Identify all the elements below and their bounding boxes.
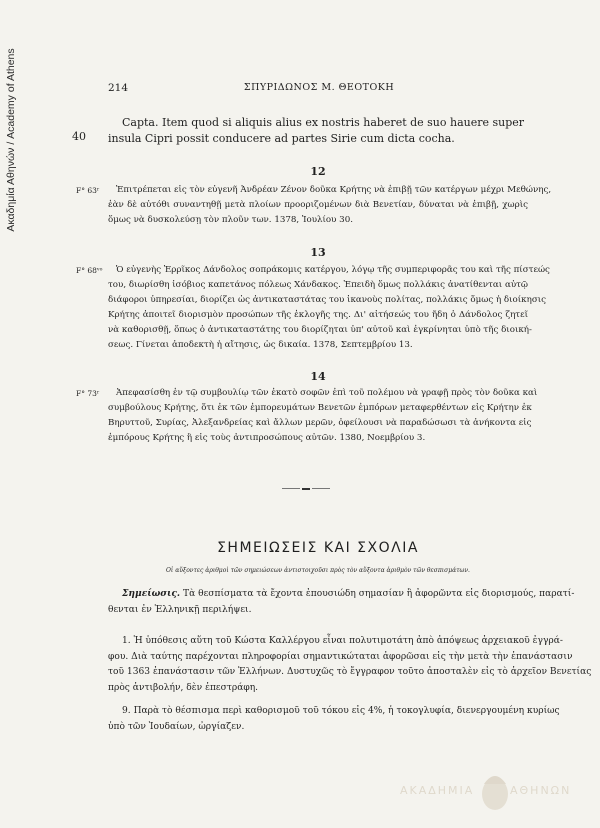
divider-dots bbox=[302, 488, 310, 490]
academy-logo-watermark bbox=[400, 770, 580, 820]
running-header bbox=[108, 82, 530, 96]
note-9-line-1: 9. Παρὰ τὸ θέσπισμα περὶ καθορισμοῦ τοῦ τόκου εἰς 4%, ἡ τοκογλυφία, διενεργουμένη κυρίως bbox=[122, 706, 560, 716]
logo-text-left: ΑΚΑΔΗΜΙΑ bbox=[400, 784, 475, 797]
entry-12 bbox=[108, 183, 552, 228]
entry-14-line-1: Ἀπεφασίσθη ἐν τῷ συμβουλίῳ τῶν ἑκατὸ σοφῶν ἐπὶ τοῦ πολέμου νὰ γραφῇ πρὸς τὸν δοῦκα καὶ bbox=[116, 388, 538, 398]
line-number: 40 bbox=[72, 130, 86, 143]
entry-12-line-1: Ἐπιτρέπεται εἰς τὸν εὐγενῆ Ἀνδρέαν Ζένον δοῦκα Κρήτης νὰ ἐπιβῇ τῶν κατέργων μέχρι Μεθώνης, bbox=[116, 185, 552, 195]
note-1-line-1: 1. Ἡ ὑπόθεσις αὕτη τοῦ Κώστα Καλλέργου εἶναι πολυτιμοτάτη ἀπὸ ἀπόψεως ἀρχειακοῦ ἐγγρά- bbox=[122, 636, 563, 646]
latin-line-2: insula Cipri possit conducere ad partes Sirie cum dicta cocha. bbox=[108, 132, 455, 145]
side-watermark-text: Ακαδημία Αθηνών / Academy of Athens bbox=[5, 48, 17, 232]
notes-intro-line-2: θενται ἐν Ἑλληνικῇ περιλήψει. bbox=[108, 604, 252, 615]
entry-number-14: 14 bbox=[310, 370, 326, 383]
latin-text-block bbox=[108, 115, 528, 147]
notes-title: ΣΗΜΕΙΩΣΕΙΣ ΚΑΙ ΣΧΟΛΙΑ bbox=[217, 540, 419, 556]
page-number: 214 bbox=[108, 82, 129, 94]
entry-14-line-3: Βηρυττοῦ, Συρίας, Ἀλεξανδρείας καὶ ἄλλων μερῶν, ὀφείλουσι νὰ παραδώσωσι τὰ ἀνήκοντα εἰς bbox=[108, 418, 532, 428]
note-1-line-4: πρὸς ἀντιβολήν, δὲν ἐπεστράφη. bbox=[108, 682, 259, 693]
entry-12-line-2: ἐὰν δὲ αὐτόθι συναντηθῇ μετὰ πλοίων προοριζομένων διὰ Βενετίαν, δύναται νὰ ἐπιβῇ, χωρὶς bbox=[108, 200, 528, 210]
logo-text-right: ΑΘΗΝΩΝ bbox=[510, 784, 572, 797]
entry-14-line-4: ἐμπόρους Κρήτης ἢ εἰς τοὺς ἀντιπροσώπους αὐτῶν. 1380, Νοεμβρίου 3. bbox=[108, 433, 426, 443]
notes-intro-line-1 bbox=[108, 586, 575, 603]
notes-intro bbox=[108, 586, 575, 618]
entry-13-line-5: νὰ καθορισθῇ, ὅπως ὁ ἀντικαταστάτης του διορίζηται ὑπ' αὐτοῦ καὶ ἐγκρίνηται ὑπὸ τῆς διοική- bbox=[108, 325, 532, 335]
entry-13-line-6: σεως. Γίνεται ἀποδεκτὴ ἡ αἴτησις, ὡς δικαία. 1378, Σεπτεμβρίου 13. bbox=[108, 340, 413, 350]
notes-intro-text-1: Τὰ θεσπίσματα τὰ ἔχοντα ἐπουσιώδη σημασίαν ἢ ἀφορῶντα εἰς διορισμούς, παρατί- bbox=[183, 589, 575, 599]
entry-13 bbox=[108, 263, 550, 353]
side-watermark bbox=[2, 40, 20, 240]
running-title: ΣΠΥΡΙΔΩΝΟΣ Μ. ΘΕΟΤΟΚΗ bbox=[243, 82, 395, 93]
folio-14: F° 73ʳ bbox=[76, 389, 100, 398]
entry-number-12: 12 bbox=[310, 165, 326, 178]
entry-13-line-2: του, διωρίσθη ἰσόβιος καπετάνος πόλεως Χάνδακος. Ἐπειδὴ ὅμως πολλάκις ἀνατίθενται αὐτῷ bbox=[108, 280, 528, 290]
entry-12-line-3: ὅμως νὰ δυσκολεύσῃ τὸν πλοῦν των. 1378, Ἰουλίου 30. bbox=[108, 215, 353, 225]
entry-14 bbox=[108, 386, 538, 446]
divider-dash-left bbox=[282, 488, 300, 489]
athena-head-icon bbox=[478, 770, 512, 814]
note-1 bbox=[108, 634, 592, 696]
note-9-line-2: ὑπὸ τῶν Ἰουδαίων, ὠργίαζεν. bbox=[108, 721, 245, 732]
entry-14-line-2: συμβούλους Κρήτης, ὅτι ἐκ τῶν ἐμπορευμάτων Βενετῶν ἐμπόρων μεταφερθέντων εἰς Κρήτην ἐκ bbox=[108, 403, 532, 413]
note-9 bbox=[108, 704, 560, 735]
note-1-line-3: τοῦ 1363 ἐπανάστασιν τῶν Ἑλλήνων. Δυστυχῶς τὸ ἔγγραφον τοῦτο ἀποσταλὲν εἰς τὸ ἀρχεῖον Βενετίας bbox=[108, 667, 592, 677]
folio-12: F° 63ʳ bbox=[76, 186, 100, 195]
note-1-line-2: φου. Διὰ ταύτης παρέχονται πληροφορίαι σημαντικώταται ἀφορῶσαι εἰς τὴν μετὰ τὴν ἐπανάστασιν bbox=[108, 651, 573, 662]
folio-13: F° 68ᵛᵒ bbox=[76, 266, 103, 275]
entry-number-13: 13 bbox=[310, 246, 326, 259]
entry-13-line-1: Ὁ εὐγενὴς Ἐρρῖκος Δάνδολος σοπράκομις κατέργου, λόγῳ τῆς συμπεριφορᾶς του καὶ τῆς πίστεώς bbox=[116, 265, 550, 275]
entry-13-line-4: Κρήτης ἀποιτεῖ διορισμὸν προσώπων τῆς ἐκλογῆς της. Δι' αἰτήσεώς του ἤδη ὁ Δάνδολος ζητεῖ bbox=[108, 310, 528, 320]
latin-line-1: Capta. Item quod si aliquis alius ex nostris haberet de suo hauere super bbox=[122, 116, 525, 129]
notes-subtitle: Οἱ αὔξοντες ἀριθμοὶ τῶν σημειώσεων ἀντιστοιχοῦσι πρὸς τὸν αὔξοντα ἀριθμὸν τῶν θεσπισμάτων. bbox=[166, 567, 470, 574]
entry-13-line-3: διάφοροι ὑπηρεσίαι, διορίζει ὡς ἀντικαταστάτας του ἱκανοὺς πολίτας, πολλάκις ὅμως ἡ διοίκησις bbox=[108, 295, 547, 305]
divider-dash-right bbox=[312, 488, 330, 489]
section-divider bbox=[282, 486, 330, 492]
notes-intro-label: Σημείωσις. bbox=[122, 588, 181, 599]
